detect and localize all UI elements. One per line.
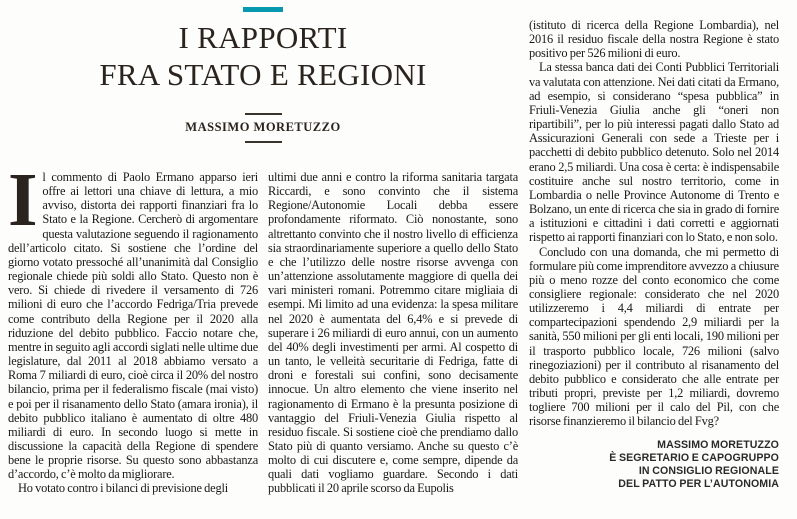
paragraph <box>8 170 258 481</box>
author-signature-line: È SEGRETARIO E CAPOGRUPPO <box>609 451 779 464</box>
byline-rule-top <box>245 113 282 115</box>
column-2 <box>268 170 518 512</box>
drop-cap: I <box>8 170 38 242</box>
paragraph: Concludo con una domanda, che mi permetto di formulare più come imprenditore avvezzo a chiusure più o meno rozze del conto economico che come consigliere regionale: considerato che nel 2020 utilizzeremo i 4,4 miliardi di entrate per compartecipazioni spendendo 2,9 miliardi per la sanità, 550 milioni per gli enti locali, 190 milioni per il trasporto pubblico locale, 726 milioni (salvo rinegoziazioni) per il contributo al risanamento del debito pubblico e considerato che alle entrate per tributi propri, previste per 1,2 miliardi, dovremo togliere 700 milioni per il calo del Pil, con che risorse finanzieremo il bilancio del Fvg? <box>529 244 779 429</box>
article-title-line2: FRA STATO E REGIONI <box>99 57 427 92</box>
paragraph: ultimi due anni e contro la riforma sanitaria targata Riccardi, e sono convinto che il sistema Regione/Autonomie Locali debba essere profondamente riformato. Ciò nonostante, sono altrettanto convinto che il nostro livello di efficienza sia straordinariamente superiore a quello dello Stato e che l’utilizzo delle nostre risorse avvenga con un’attenzione assolutamente maggiore di quella dei vari ministeri romani. Potremmo citare migliaia di esempi. Mi limito ad una evidenza: la spesa militare nel 2020 è aumentata del 6,4% e si prevede di superare i 26 miliardi di euro annui, con un aumento del 40% degli investimenti per armi. Al cospetto di un tanto, le velleità securitarie di Fedriga, fatte di droni e forestali sui confini, sono decisamente innocue. Un altro elemento che viene inserito nel ragionamento di Ermano è la presunta posizione di vantaggio del Friuli-Venezia Giulia rispetto al residuo fiscale. Si sostiene cioè che prendiamo dallo Stato più di quanto versiamo. Anche su questo c’è molto di cui discutere e, come sempre, dipende da quali dati vogliamo guardare. Secondo i dati pubblicati il 20 aprile scorso da Eupolis <box>268 170 518 496</box>
byline: MASSIMO MORETUZZO <box>185 120 341 134</box>
author-signature <box>529 439 779 491</box>
article-title <box>8 19 518 93</box>
byline-block <box>8 113 518 143</box>
paragraph-text: l commento di Paolo Ermano apparso ieri offre ai lettori una chiave di lettura, a mio avviso, distorta dei rapporti finanziari fra lo Stato e la Regione. Cercherò di argomentare questa valutazione seguendo il ragionamento dell’articolo citato. Si sostiene che l’ordine del giorno votato pressoché all’unanimità dal Consiglio regionale chiede più soldi allo Stato. Questo non è vero. Si chiede di rivedere il versamento di 726 milioni di euro che l’accordo Fedriga/Tria prevede come contributo della Regione per il 2020 alla riduzione del debito pubblico. Faccio notare che, mentre in seguito agli accordi siglati nelle ultime due legislature, dal 2011 al 2018 abbiamo versato a Roma 7 miliardi di euro, cioè circa il 20% del nostro bilancio, prima per il federalismo fiscale (mai visto) e poi per il risanamento dello Stato (amara ironia), il debito pubblico italiano è aumentato di oltre 480 miliardi di euro. In secondo luogo si mette in discussione la capacità della Regione di spendere bene le proprie risorse. Su questo sono abbastanza d’accordo, c’è molto da migliorare. <box>8 170 258 482</box>
author-signature-line: DEL PATTO PER L’AUTONOMIA <box>618 477 779 490</box>
kicker-rule <box>243 7 283 12</box>
paragraph: Ho votato contro i bilanci di previsione degli <box>18 481 228 496</box>
byline-rule-bottom <box>245 141 282 143</box>
paragraph: La stessa banca dati dei Conti Pubblici Territoriali va valutata con attenzione. Nei dati citati da Ermano, ad esempio, si considerano “spesa pubblica” in Friuli-Venezia Giulia anche gli “oneri non ripartibili”, per lo più interessi pagati dallo Stato ad Assicurazioni Generali con sede a Trieste per i pacchetti di debito pubblico detenuto. Solo nel 2014 erano 2,5 miliardi. Una cosa è certa: è indispensabile costituire anche sul nostro territorio, come in Lombardia o nelle Province Autonome di Trento e Bolzano, un ente di ricerca che sia in grado di fornire a istituzioni e cittadini i dati corretti e aggiornati rispetto ai rapporti finanziari con lo Stato, e non solo. <box>529 60 779 245</box>
author-signature-line: IN CONSIGLIO REGIONALE <box>638 464 779 477</box>
article-title-line1: I RAPPORTI <box>178 20 348 55</box>
author-signature-line: MASSIMO MORETUZZO <box>657 438 779 451</box>
paragraph: (istituto di ricerca della Regione Lombardia), nel 2016 il residuo fiscale della nostra Regione è stato positivo per 526 milioni di euro. <box>529 18 779 61</box>
column-1 <box>8 170 258 512</box>
column-3 <box>529 18 779 514</box>
article-header <box>8 0 518 143</box>
